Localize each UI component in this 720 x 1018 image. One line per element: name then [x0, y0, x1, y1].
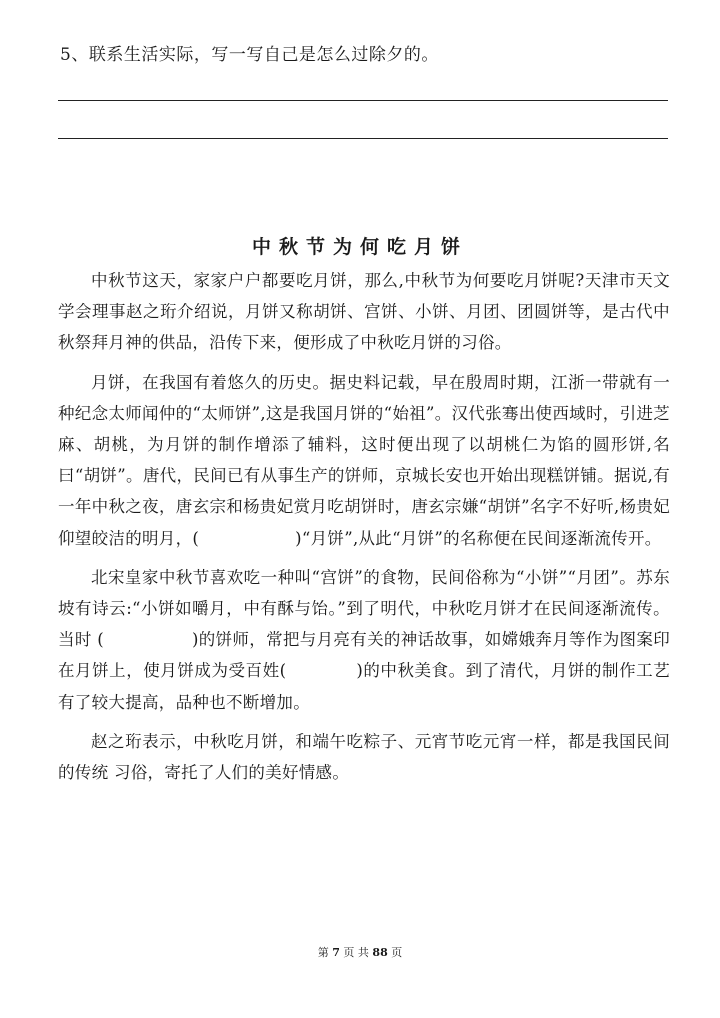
answer-line: [58, 138, 668, 139]
paragraph-text: )的中秋美食。到了清代，月饼的制作工艺有了较大提高，品种也不断增加。: [58, 661, 670, 712]
footer-prefix: 第: [317, 946, 329, 959]
question-5: 5、联系生活实际，写一写自己是怎么过除夕的。: [60, 45, 439, 65]
paragraph: [58, 367, 670, 554]
paragraph: [58, 726, 670, 788]
page-total: 88: [372, 946, 388, 959]
footer-suffix: 页: [391, 946, 403, 959]
paragraph: [58, 265, 670, 359]
footer-middle: 页 共: [343, 946, 369, 959]
article-title: 中秋节为何吃月饼: [251, 236, 468, 258]
answer-line: [58, 100, 668, 101]
article-body: [58, 265, 670, 796]
paragraph-text: 月饼，在我国有着悠久的历史。据史料记载，早在殷周时期，江浙一带就有一种纪念太师闻仲的“太师饼”,这是我国月饼的“始祖”。汉代张骞出使西域时，引进芝麻、胡桃，为月饼的制作增添了辅料，这时便出现了以胡桃仁为馅的圆形饼,名曰“胡饼”。唐代，民间已有从事生产的饼师，京城长安也开始出现糕饼铺。据说,有一年中秋之夜，唐玄宗和杨贵妃赏月吃胡饼时，唐玄宗嫌“胡饼”名字不好听,杨贵妃仰望皎洁的明月，(: [58, 372, 670, 548]
paragraph-text: 赵之珩表示，中秋吃月饼，和端午吃粽子、元宵节吃元宵一样，都是我国民间的传统 习俗，寄托了人们的美好情感。: [58, 731, 670, 783]
page-number: 7: [332, 946, 340, 959]
paragraph-text: 北宋皇家中秋节喜欢吃一种叫“宫饼”的食物，民间俗称为“小饼”“月团”。苏东坡有诗云:“小饼如嚼月，中有酥与饴。”到了明代，中秋吃月饼才在民间逐渐流传。当时 (: [58, 567, 670, 650]
paragraph: [58, 562, 670, 718]
paragraph-text: 中秋节这天，家家户户都要吃月饼，那么,中秋节为何要吃月饼呢?天津市天文学会理事赵之珩介绍说，月饼又称胡饼、宫饼、小饼、月团、团圆饼等，是古代中秋祭拜月神的供品，沿传下来，便形成了中秋吃月饼的习俗。: [58, 271, 670, 353]
paragraph-text: )的饼师，常把与月亮有关的神话故事，如嫦娥奔月等作为图案印在月饼上，使月饼成为受百姓(: [58, 630, 670, 681]
page-footer: [0, 944, 720, 960]
paragraph-text: )“月饼”,从此“月饼”的名称便在民间逐渐流传开。: [295, 528, 662, 548]
